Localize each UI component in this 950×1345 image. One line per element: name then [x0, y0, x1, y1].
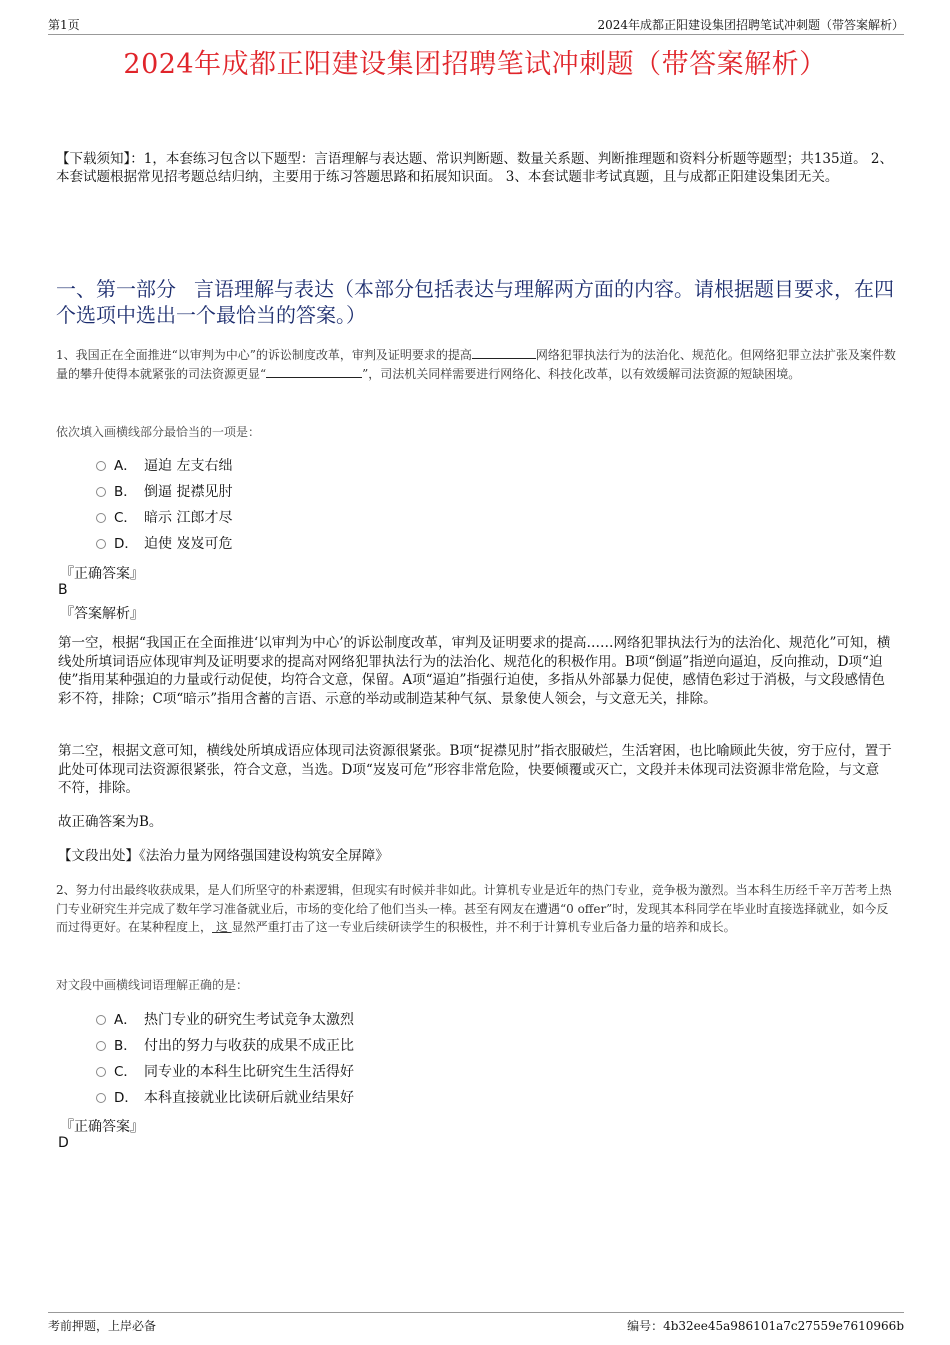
q1-option-b[interactable] — [96, 482, 232, 502]
footer-slogan: 考前押题，上岸必备 — [48, 1319, 157, 1333]
page-header — [48, 14, 904, 35]
option-text: 同专业的本科生比研究生生活得好 — [144, 1064, 354, 1080]
page-number: 第1页 — [48, 18, 80, 32]
q1-answer-label: 『正确答案』 — [60, 566, 144, 582]
radio-icon[interactable] — [96, 539, 106, 549]
option-text: 付出的努力与收获的成果不成正比 — [144, 1038, 354, 1054]
download-notice: 【下载须知】：1，本套练习包含以下题型：言语理解与表达题、常识判断题、数量关系题、判断推理题和资料分析题等题型；共135道。 2、本套试题根据常见招考题总结归纳，主要用于练习答题思路和拓展知识面。 3、本套试题非考试真题，且与成都正阳建设集团无关。 — [56, 151, 893, 185]
option-text: 迫使 岌岌可危 — [144, 536, 233, 552]
radio-icon[interactable] — [96, 1093, 106, 1103]
q2-option-c[interactable] — [96, 1062, 354, 1082]
option-text: 热门专业的研究生考试竞争太激烈 — [144, 1012, 354, 1028]
fill-blank-1 — [472, 346, 536, 359]
option-text: 本科直接就业比读研后就业结果好 — [144, 1090, 354, 1106]
q1-option-d[interactable] — [96, 534, 232, 554]
header-doc-title: 2024年成都正阳建设集团招聘笔试冲刺题（带答案解析） — [597, 18, 904, 32]
option-letter: D． — [114, 536, 138, 552]
question-2-prompt: 对文段中画横线词语理解正确的是： — [56, 978, 249, 992]
q2-answer-label: 『正确答案』 — [60, 1119, 144, 1135]
radio-icon[interactable] — [96, 1067, 106, 1077]
option-letter: B． — [114, 484, 137, 500]
q1-analysis-label: 『答案解析』 — [60, 606, 144, 622]
page-title: 2024年成都正阳建设集团招聘笔试冲刺题（带答案解析） — [123, 49, 827, 80]
question-1-prompt: 依次填入画横线部分最恰当的一项是： — [56, 425, 261, 439]
option-letter: C． — [114, 510, 137, 526]
q1-conclusion: 故正确答案为B。 — [58, 814, 163, 830]
q1-answer: B — [58, 582, 68, 598]
section-title-desc: 言语理解与表达（本部分包括表达与理解两方面的内容。请根据题目要求，在四个选项中选出一个最恰当的答案。） — [56, 277, 894, 327]
q2-option-b[interactable] — [96, 1036, 354, 1056]
q2-text-b: 显然严重打击了这一专业后续研读学生的积极性，并不利于计算机专业后备力量的培养和成长。 — [231, 920, 736, 934]
q1-text-a: 1、我国正在全面推进“以审判为中心”的诉讼制度改革，审判及证明要求的提高 — [56, 348, 472, 362]
option-text: 逼迫 左支右绌 — [144, 458, 233, 474]
q2-answer: D — [58, 1135, 69, 1151]
option-text: 倒逼 捉襟见肘 — [144, 484, 233, 500]
option-letter: A． — [114, 458, 137, 474]
q1-text-c: ”，司法机关同样需要进行网络化、科技化改革，以有效缓解司法资源的短缺困境。 — [362, 366, 801, 381]
q1-text-b: 网络犯罪执法行为的法治化、规范化。但网络犯罪立法扩张及案件数量的攀升使得本就紧张的司法资源更显“ — [56, 348, 896, 381]
page-footer — [48, 1312, 904, 1335]
q1-option-c[interactable] — [96, 508, 232, 528]
q2-text-a: 2、努力付出最终收获成果，是人们所坚守的朴素逻辑，但现实有时候并非如此。计算机专业是近年的热门专业，竞争极为激烈。当本科生历经千辛万苦考上热门专业研究生并完成了数年学习准备就业后，市场的变化给了他们当头一棒。甚至有网友在遭遇“0 offer”时，发现其本科同学在毕业时直接选择就业，如今反而过得更好。在某种程度上， — [56, 883, 892, 934]
q1-source: 【文段出处】《法治力量为网络强国建设构筑安全屏障》 — [58, 848, 389, 864]
question-2-text — [56, 881, 898, 937]
q1-analysis-paragraph-1: 第一空，根据“我国正在全面推进‘以审判为中心’的诉讼制度改革，审判及证明要求的提高……网络犯罪执法行为的法治化、规范化”可知，横线处所填词语应体现审判及证明要求的提高对网络犯罪执法行为的法治化、规范化的积极作用。B项“倒逼”指逆向逼迫，反向推动，D项“迫使”指用某种强迫的力量或行动促使，均符合文意，保留。A项“逼迫”指强行迫使，多指从外部暴力促使，感情色彩过于消极，与文段感情色彩不符，排除；C项“暗示”指用含蓄的言语、示意的举动或制造某种气氛、景象使人领会，与文意无关，排除。 — [58, 635, 891, 707]
option-letter: C． — [114, 1064, 137, 1080]
section-title-part: 一、第一部分 — [56, 277, 176, 301]
q1-analysis-paragraph-2: 第二空，根据文意可知，横线处所填成语应体现司法资源很紧张。B项“捉襟见肘”指衣服破烂，生活窘困，也比喻顾此失彼，穷于应付，置于此处可体现司法资源很紧张，符合文意，当选。D项“岌岌可危”形容非常危险，快要倾覆或灭亡，文段并未体现司法资源非常危险，与文意不符，排除。 — [58, 743, 892, 796]
q2-option-a[interactable] — [96, 1010, 354, 1030]
radio-icon[interactable] — [96, 1015, 106, 1025]
footer-doc-id: 编号：4b32ee45a986101a7c27559e7610966b — [627, 1319, 904, 1333]
radio-icon[interactable] — [96, 513, 106, 523]
q2-underlined-word: 这 — [212, 920, 232, 934]
radio-icon[interactable] — [96, 487, 106, 497]
section-heading — [56, 276, 898, 328]
radio-icon[interactable] — [96, 461, 106, 471]
radio-icon[interactable] — [96, 1041, 106, 1051]
option-letter: D． — [114, 1090, 138, 1106]
option-text: 暗示 江郎才尽 — [144, 510, 233, 526]
q2-option-d[interactable] — [96, 1088, 354, 1108]
option-letter: B． — [114, 1038, 137, 1054]
q1-option-a[interactable] — [96, 456, 232, 476]
question-1-text — [56, 346, 898, 383]
fill-blank-2 — [266, 365, 362, 378]
option-letter: A． — [114, 1012, 137, 1028]
